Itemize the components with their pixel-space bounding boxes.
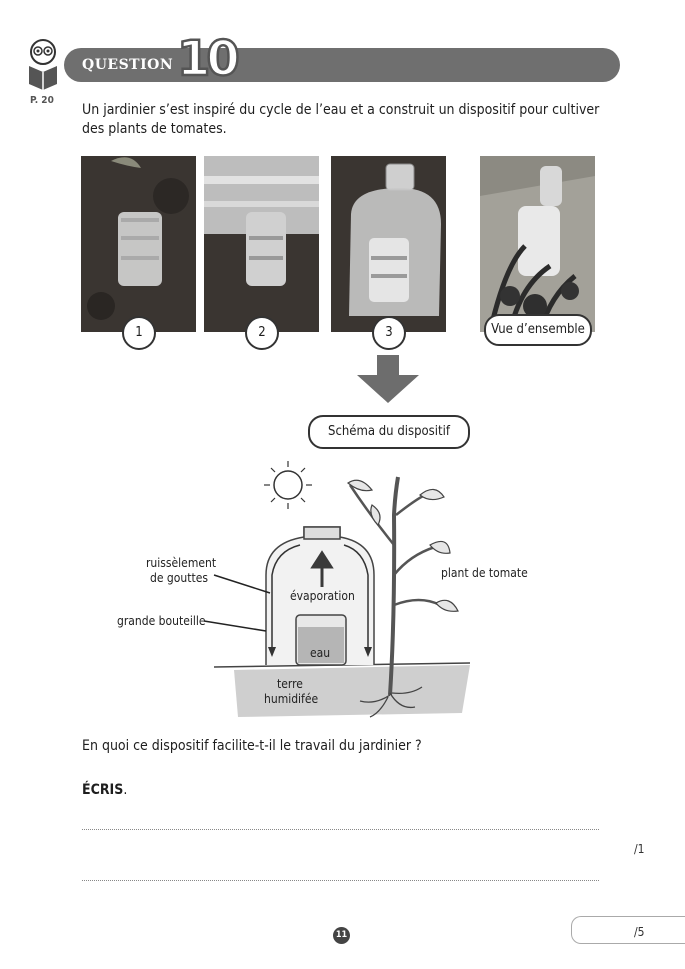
label-soil-1: terre xyxy=(277,677,303,691)
photo-1 xyxy=(81,156,196,332)
photo-overview xyxy=(480,156,595,332)
label-evaporation: évaporation xyxy=(290,589,355,603)
mascot-icon xyxy=(25,38,61,94)
device-diagram xyxy=(200,455,480,720)
sun-icon xyxy=(264,461,312,509)
ecris-label: ÉCRIS xyxy=(82,782,124,798)
photo-3 xyxy=(331,156,446,332)
photo-badge-1: 1 xyxy=(122,316,156,350)
ecris-instruction xyxy=(82,782,127,798)
photo-badge-3: 3 xyxy=(372,316,406,350)
question-text: En quoi ce dispositif facilite-t-il le travail du jardinier ? xyxy=(82,738,422,754)
answer-line-2[interactable] xyxy=(82,880,599,881)
total-score: /5 xyxy=(634,925,645,939)
page-reference: P. 20 xyxy=(30,95,54,106)
photo-badge-overview: Vue d’ensemble xyxy=(484,314,592,346)
question-number: 10 xyxy=(177,31,236,87)
label-runoff-1: ruissèlement xyxy=(146,556,217,570)
label-tomato-plant: plant de tomate xyxy=(441,566,528,580)
label-runoff-2: de gouttes xyxy=(150,571,208,585)
photo-badge-2: 2 xyxy=(245,316,279,350)
label-big-bottle: grande bouteille xyxy=(117,614,206,628)
question-label: QUESTION xyxy=(82,57,174,73)
total-score-box xyxy=(571,916,685,944)
label-water: eau xyxy=(310,646,331,660)
answer-line-1[interactable] xyxy=(82,829,599,830)
photo-2 xyxy=(204,156,319,332)
down-arrow-icon xyxy=(357,355,419,403)
item-score: /1 xyxy=(634,842,645,856)
intro-text: Un jardinier s’est inspiré du cycle de l’eau et a construit un dispositif pour cultiver des plants de tomates. xyxy=(82,102,600,137)
label-soil-2: humidifée xyxy=(264,692,319,706)
schema-title: Schéma du dispositif xyxy=(308,415,470,449)
ecris-suffix: . xyxy=(123,782,128,798)
page-number: 11 xyxy=(333,927,350,944)
